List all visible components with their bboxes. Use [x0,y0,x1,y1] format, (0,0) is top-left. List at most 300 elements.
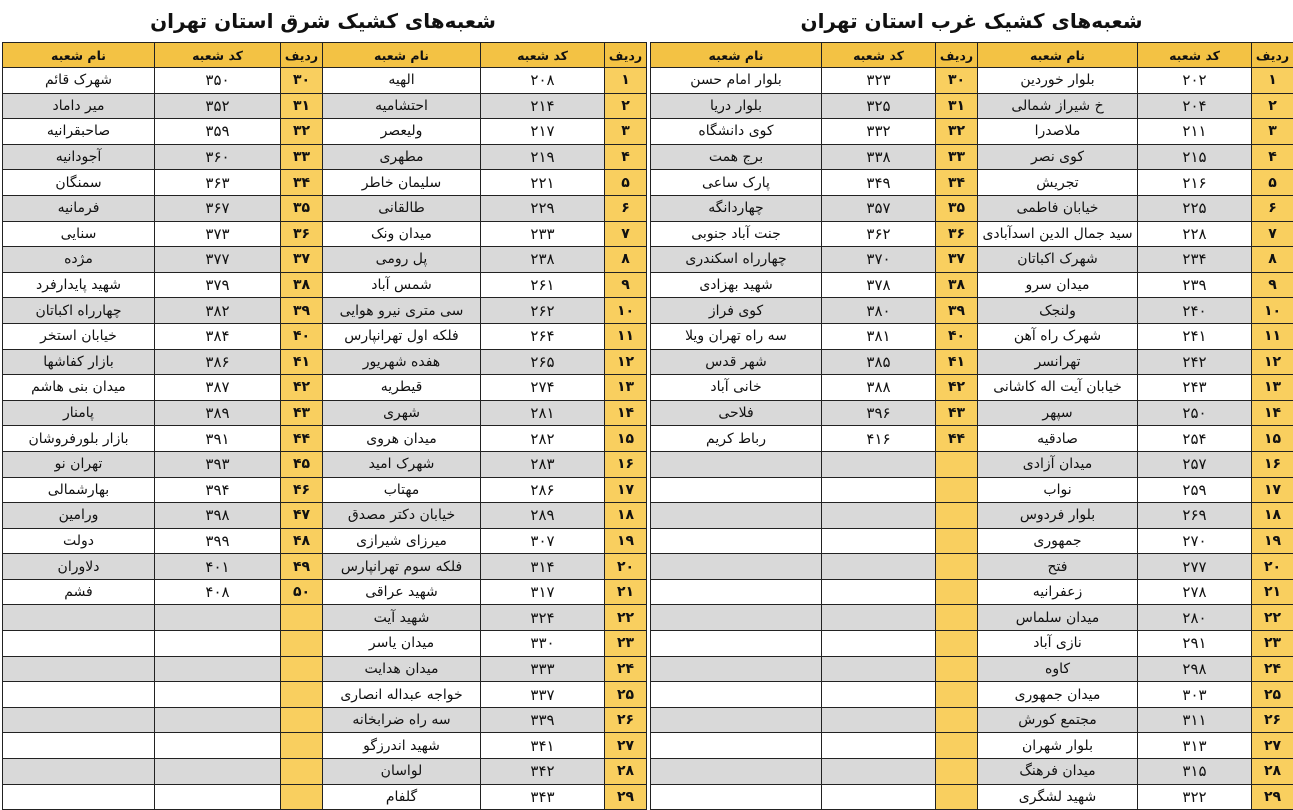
branch-name-cell [651,579,822,605]
branch-code-cell: ۲۰۸ [481,68,605,94]
branch-name-cell: گلفام [323,784,481,810]
branch-name-cell: فلکه اول تهرانپارس [323,323,481,349]
branch-code-cell: ۳۵۷ [822,195,936,221]
branch-name-cell: بازار بلورفروشان [3,426,155,452]
branch-name-cell: پامنار [3,400,155,426]
row-number-cell: ۳۳ [936,144,978,170]
row-number-cell: ۴ [1252,144,1293,170]
row-number-cell [936,477,978,503]
branch-name-cell [651,503,822,529]
table-row [3,528,647,554]
branch-name-cell: بلوار شهران [978,733,1138,759]
row-number-cell: ۲۲ [605,605,647,631]
branch-code-cell [822,784,936,810]
branch-code-cell: ۳۷۹ [155,272,281,298]
branch-code-cell: ۲۷۴ [481,375,605,401]
branch-code-cell: ۳۸۱ [822,323,936,349]
branch-code-cell: ۲۷۰ [1138,528,1252,554]
table-row [3,682,647,708]
branch-name-cell: خیابان استخر [3,323,155,349]
table-row [651,68,1293,94]
branch-code-cell: ۳۸۸ [822,375,936,401]
branch-code-cell: ۲۱۱ [1138,119,1252,145]
branch-name-cell: سنایی [3,221,155,247]
branch-name-cell [651,631,822,657]
branch-code-cell: ۳۶۰ [155,144,281,170]
column-header: کد شعبه [155,43,281,68]
table-row [651,451,1293,477]
row-number-cell: ۵۰ [281,579,323,605]
branch-code-cell: ۲۳۹ [1138,272,1252,298]
row-number-cell [281,631,323,657]
branch-code-cell: ۳۱۷ [481,579,605,605]
row-number-cell: ۲۲ [1252,605,1293,631]
table-row [3,323,647,349]
branch-name-cell: تجریش [978,170,1138,196]
branch-name-cell: شهید پایدارفرد [3,272,155,298]
branch-name-cell [651,554,822,580]
row-number-cell: ۲ [605,93,647,119]
branch-code-cell: ۲۴۰ [1138,298,1252,324]
branch-code-cell: ۳۶۳ [155,170,281,196]
branch-name-cell: بلوار دریا [651,93,822,119]
branch-code-cell: ۳۴۲ [481,759,605,785]
row-number-cell: ۱۴ [605,400,647,426]
row-number-cell [936,528,978,554]
row-number-cell: ۳۰ [281,68,323,94]
branch-name-cell [651,759,822,785]
table-row [3,733,647,759]
branch-code-cell: ۳۷۰ [822,247,936,273]
branch-name-cell [3,759,155,785]
branch-code-cell: ۲۴۲ [1138,349,1252,375]
branch-name-cell: قیطریه [323,375,481,401]
row-number-cell [936,682,978,708]
branch-name-cell: کاوه [978,656,1138,682]
branch-name-cell: میدان هروی [323,426,481,452]
branch-name-cell: سمنگان [3,170,155,196]
branch-code-cell: ۳۴۹ [822,170,936,196]
branch-name-cell: آجودانیه [3,144,155,170]
branch-code-cell: ۲۸۱ [481,400,605,426]
table-row [3,631,647,657]
row-number-cell: ۱۸ [1252,503,1293,529]
branch-code-cell: ۲۵۹ [1138,477,1252,503]
branch-code-cell: ۳۷۳ [155,221,281,247]
row-number-cell: ۴۱ [281,349,323,375]
row-number-cell: ۴۰ [936,323,978,349]
row-number-cell: ۴۵ [281,451,323,477]
row-number-cell: ۲۰ [605,554,647,580]
row-number-cell [281,682,323,708]
row-number-cell: ۱۶ [1252,451,1293,477]
table-row [3,221,647,247]
row-number-cell: ۱۰ [1252,298,1293,324]
branch-name-cell: شهید اندرزگو [323,733,481,759]
branch-code-cell [155,656,281,682]
branch-name-cell: پل رومی [323,247,481,273]
branch-code-cell: ۲۰۴ [1138,93,1252,119]
row-number-cell: ۱۲ [605,349,647,375]
table-header-row [3,43,647,68]
branch-name-cell: پارک ساعی [651,170,822,196]
row-number-cell: ۲۸ [605,759,647,785]
row-number-cell: ۴۴ [281,426,323,452]
table-row [3,759,647,785]
table-row [3,605,647,631]
west-branches-table [650,42,1293,810]
branch-code-cell: ۲۶۱ [481,272,605,298]
column-header: نام شعبه [651,43,822,68]
row-number-cell: ۴۲ [281,375,323,401]
row-number-cell: ۱ [605,68,647,94]
column-header: ردیف [605,43,647,68]
table-row [651,119,1293,145]
branch-code-cell: ۳۵۲ [155,93,281,119]
branch-name-cell [651,451,822,477]
row-number-cell: ۲ [1252,93,1293,119]
table-row [651,503,1293,529]
branch-name-cell: خیابان فاطمی [978,195,1138,221]
branch-code-cell: ۲۱۶ [1138,170,1252,196]
row-number-cell: ۳۴ [936,170,978,196]
branch-code-cell: ۲۷۸ [1138,579,1252,605]
table-row [3,477,647,503]
row-number-cell [936,707,978,733]
table-row [651,477,1293,503]
table-row [3,349,647,375]
row-number-cell: ۱۹ [1252,528,1293,554]
column-header: نام شعبه [3,43,155,68]
branch-name-cell: شهرک امید [323,451,481,477]
table-row [651,144,1293,170]
row-number-cell [281,656,323,682]
branch-name-cell: سید جمال الدین اسدآبادی [978,221,1138,247]
table-row [3,298,647,324]
table-row [3,784,647,810]
branch-name-cell: نواب [978,477,1138,503]
row-number-cell: ۲۳ [1252,631,1293,657]
branch-name-cell: فتح [978,554,1138,580]
branch-name-cell: شهید عراقی [323,579,481,605]
row-number-cell: ۱۵ [1252,426,1293,452]
branch-name-cell: فرمانیه [3,195,155,221]
branch-code-cell: ۲۵۴ [1138,426,1252,452]
table-row [651,528,1293,554]
branch-name-cell: بهارشمالی [3,477,155,503]
branch-code-cell: ۳۹۹ [155,528,281,554]
row-number-cell: ۱۷ [605,477,647,503]
branch-code-cell [822,682,936,708]
branch-code-cell [155,784,281,810]
branch-code-cell [822,733,936,759]
table-row [651,170,1293,196]
branch-name-cell: زعفرانیه [978,579,1138,605]
row-number-cell: ۴۹ [281,554,323,580]
branch-code-cell: ۲۸۲ [481,426,605,452]
row-number-cell [281,733,323,759]
row-number-cell: ۱۱ [1252,323,1293,349]
branch-code-cell: ۲۳۸ [481,247,605,273]
table-row [3,144,647,170]
row-number-cell [936,605,978,631]
branch-name-cell: تهران نو [3,451,155,477]
branch-code-cell [822,707,936,733]
row-number-cell: ۲۷ [605,733,647,759]
branch-code-cell: ۳۸۶ [155,349,281,375]
table-row [651,631,1293,657]
table-row [651,221,1293,247]
column-header: نام شعبه [323,43,481,68]
table-row [3,656,647,682]
branch-name-cell: لواسان [323,759,481,785]
branch-code-cell: ۳۵۹ [155,119,281,145]
branch-code-cell [155,733,281,759]
table-row [651,247,1293,273]
branch-name-cell: شهرک راه آهن [978,323,1138,349]
row-number-cell: ۱۴ [1252,400,1293,426]
row-number-cell: ۱۹ [605,528,647,554]
row-number-cell: ۴۴ [936,426,978,452]
row-number-cell: ۲۱ [605,579,647,605]
row-number-cell: ۲۶ [1252,707,1293,733]
branch-name-cell: شهری [323,400,481,426]
branch-code-cell [822,605,936,631]
row-number-cell: ۸ [1252,247,1293,273]
row-number-cell: ۴ [605,144,647,170]
row-number-cell: ۲۶ [605,707,647,733]
table-row [651,298,1293,324]
branch-code-cell: ۳۹۸ [155,503,281,529]
column-header: کد شعبه [481,43,605,68]
row-number-cell: ۲۷ [1252,733,1293,759]
table-row [651,784,1293,810]
branch-name-cell: الهیه [323,68,481,94]
table-row [651,707,1293,733]
branch-name-cell: فشم [3,579,155,605]
row-number-cell: ۱۱ [605,323,647,349]
branch-name-cell: خانی آباد [651,375,822,401]
branch-name-cell: طالقانی [323,195,481,221]
branch-code-cell: ۳۳۳ [481,656,605,682]
branch-name-cell: میدان بنی هاشم [3,375,155,401]
branch-code-cell: ۲۸۶ [481,477,605,503]
branch-code-cell [155,682,281,708]
branch-name-cell: میدان فرهنگ [978,759,1138,785]
row-number-cell [936,656,978,682]
branch-name-cell [3,682,155,708]
branch-code-cell [155,605,281,631]
branch-code-cell [155,631,281,657]
branch-code-cell: ۲۳۴ [1138,247,1252,273]
table-row [3,247,647,273]
branch-name-cell [651,477,822,503]
row-number-cell [281,605,323,631]
row-number-cell: ۳۱ [936,93,978,119]
branch-code-cell: ۳۸۰ [822,298,936,324]
branch-code-cell: ۲۶۵ [481,349,605,375]
branch-name-cell: دولت [3,528,155,554]
row-number-cell: ۲۳ [605,631,647,657]
row-number-cell: ۴۳ [936,400,978,426]
branch-code-cell: ۳۳۰ [481,631,605,657]
branch-name-cell [651,605,822,631]
branch-name-cell [3,707,155,733]
branch-name-cell: جنت آباد جنوبی [651,221,822,247]
branch-code-cell: ۲۳۳ [481,221,605,247]
branch-code-cell: ۳۹۴ [155,477,281,503]
row-number-cell: ۳۰ [936,68,978,94]
branch-code-cell: ۳۳۷ [481,682,605,708]
branch-code-cell: ۳۳۹ [481,707,605,733]
row-number-cell: ۱۸ [605,503,647,529]
branch-name-cell: صادقیه [978,426,1138,452]
branch-name-cell: میدان هدایت [323,656,481,682]
branch-code-cell: ۲۸۰ [1138,605,1252,631]
west-panel-title: شعبه‌های کشیک غرب استان تهران [800,9,1143,33]
branch-code-cell: ۴۱۶ [822,426,936,452]
branch-code-cell: ۳۸۷ [155,375,281,401]
table-row [3,707,647,733]
column-header: کد شعبه [1138,43,1252,68]
branch-code-cell [822,759,936,785]
row-number-cell [936,759,978,785]
row-number-cell: ۵ [1252,170,1293,196]
row-number-cell [281,784,323,810]
row-number-cell: ۱۳ [1252,375,1293,401]
branch-name-cell: سه راه ضرابخانه [323,707,481,733]
row-number-cell: ۴۶ [281,477,323,503]
branch-code-cell: ۳۸۹ [155,400,281,426]
branch-name-cell: شهید بهزادی [651,272,822,298]
branch-code-cell: ۲۱۹ [481,144,605,170]
branch-name-cell: تهرانسر [978,349,1138,375]
branch-name-cell: سپهر [978,400,1138,426]
branch-name-cell [3,784,155,810]
column-header: ردیف [1252,43,1293,68]
table-row [3,503,647,529]
row-number-cell: ۲۴ [1252,656,1293,682]
branch-code-cell: ۳۹۳ [155,451,281,477]
table-row [651,349,1293,375]
branch-name-cell: ورامین [3,503,155,529]
branch-code-cell: ۳۰۳ [1138,682,1252,708]
branch-name-cell: شهرک قائم [3,68,155,94]
table-row [651,426,1293,452]
branch-code-cell: ۳۰۷ [481,528,605,554]
east-branches-table [2,42,647,810]
branch-name-cell [651,733,822,759]
branch-name-cell: مژده [3,247,155,273]
branch-name-cell: کوی دانشگاه [651,119,822,145]
branch-code-cell: ۲۵۰ [1138,400,1252,426]
branch-name-cell: خواجه عبداله انصاری [323,682,481,708]
branch-code-cell: ۲۲۵ [1138,195,1252,221]
row-number-cell: ۶ [605,195,647,221]
table-row [3,272,647,298]
branch-code-cell: ۳۲۴ [481,605,605,631]
branch-code-cell: ۳۸۵ [822,349,936,375]
row-number-cell: ۴۳ [281,400,323,426]
branch-name-cell: بلوار امام حسن [651,68,822,94]
branch-code-cell: ۲۰۲ [1138,68,1252,94]
row-number-cell: ۴۲ [936,375,978,401]
branch-name-cell [3,656,155,682]
branch-code-cell: ۳۲۲ [1138,784,1252,810]
row-number-cell: ۳۸ [936,272,978,298]
row-number-cell: ۱۶ [605,451,647,477]
table-row [3,554,647,580]
branch-code-cell: ۳۸۴ [155,323,281,349]
row-number-cell: ۲۴ [605,656,647,682]
branch-code-cell: ۲۶۴ [481,323,605,349]
row-number-cell: ۳۲ [281,119,323,145]
branch-name-cell: بلوار فردوس [978,503,1138,529]
row-number-cell: ۳ [1252,119,1293,145]
branch-name-cell: فلکه سوم تهرانپارس [323,554,481,580]
branch-name-cell: میدان ونک [323,221,481,247]
branch-code-cell: ۲۹۱ [1138,631,1252,657]
row-number-cell: ۳۷ [936,247,978,273]
row-number-cell: ۱۰ [605,298,647,324]
branch-name-cell: ولنجک [978,298,1138,324]
row-number-cell: ۷ [1252,221,1293,247]
branch-code-cell: ۲۱۵ [1138,144,1252,170]
table-row [3,170,647,196]
branch-code-cell: ۳۳۲ [822,119,936,145]
branch-name-cell: میدان یاسر [323,631,481,657]
branch-name-cell [3,733,155,759]
branch-code-cell: ۲۴۱ [1138,323,1252,349]
branch-name-cell: دلاوران [3,554,155,580]
row-number-cell: ۱ [1252,68,1293,94]
table-row [3,195,647,221]
table-row [651,323,1293,349]
branch-code-cell: ۴۰۱ [155,554,281,580]
row-number-cell: ۳۱ [281,93,323,119]
branch-name-cell: خیابان آیت اله کاشانی [978,375,1138,401]
table-row [3,93,647,119]
row-number-cell: ۹ [605,272,647,298]
row-number-cell [936,784,978,810]
row-number-cell [936,733,978,759]
branch-name-cell: میدان سلماس [978,605,1138,631]
branch-name-cell [651,784,822,810]
row-number-cell: ۳۵ [281,195,323,221]
branch-code-cell: ۲۲۱ [481,170,605,196]
branch-name-cell: فلاحی [651,400,822,426]
row-number-cell: ۲۹ [1252,784,1293,810]
table-row [651,554,1293,580]
row-number-cell: ۴۱ [936,349,978,375]
branch-name-cell: شهرک اکباتان [978,247,1138,273]
branch-code-cell: ۲۴۳ [1138,375,1252,401]
branch-name-cell: مهتاب [323,477,481,503]
branch-name-cell: نازی آباد [978,631,1138,657]
row-number-cell: ۶ [1252,195,1293,221]
branch-code-cell: ۲۶۲ [481,298,605,324]
table-row [651,272,1293,298]
row-number-cell: ۳۹ [281,298,323,324]
branch-code-cell: ۲۲۸ [1138,221,1252,247]
row-number-cell [936,503,978,529]
row-number-cell: ۳۸ [281,272,323,298]
branch-code-cell: ۳۷۸ [822,272,936,298]
branch-code-cell [822,503,936,529]
row-number-cell: ۲۰ [1252,554,1293,580]
branch-code-cell: ۲۲۹ [481,195,605,221]
row-number-cell: ۴۰ [281,323,323,349]
